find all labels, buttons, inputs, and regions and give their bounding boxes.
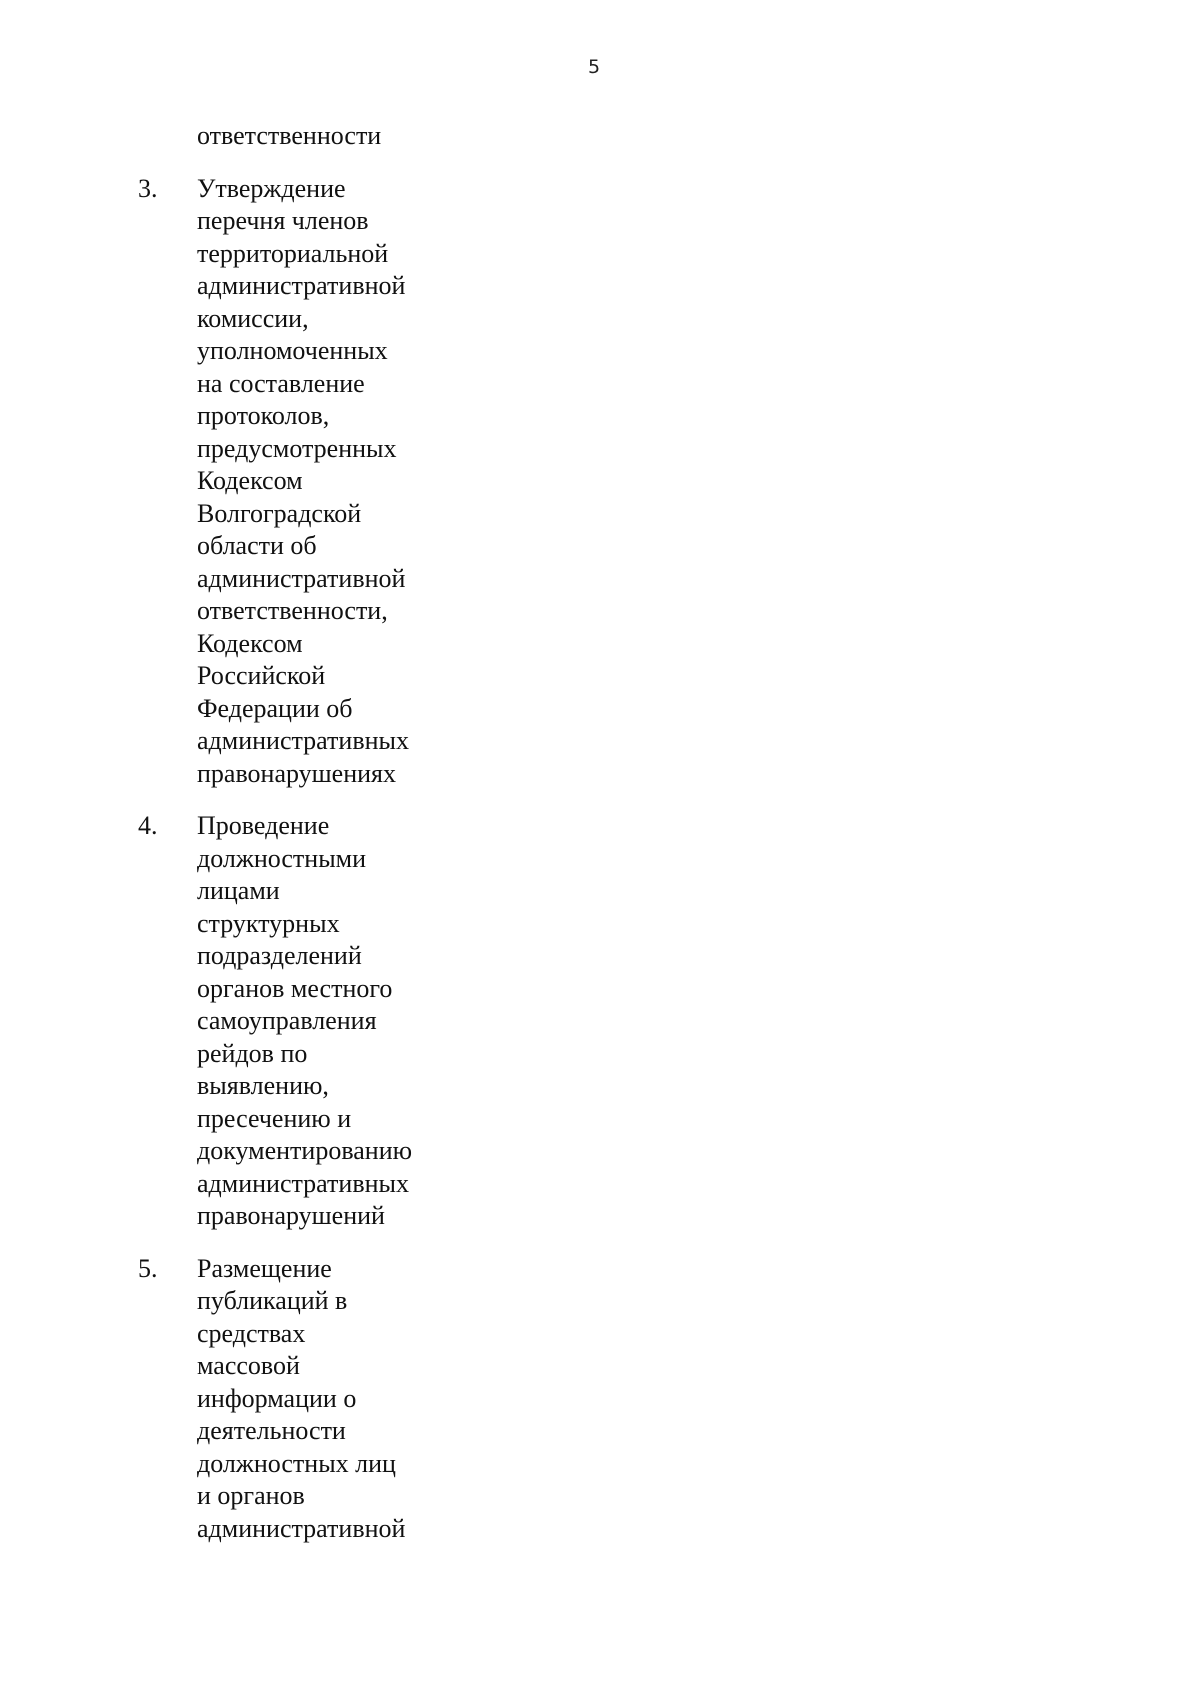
text-line: документированию: [197, 1136, 413, 1165]
text-line: комиссии,: [197, 303, 309, 333]
text-line: Российской: [197, 661, 326, 690]
text-line: предусмотренных: [197, 433, 397, 463]
text-line: Размещение: [197, 1253, 332, 1283]
item-number: 3.: [138, 173, 158, 203]
text-line: ответственности,: [197, 596, 388, 625]
text-line: уполномоченных: [197, 336, 388, 365]
item-text: [197, 1253, 457, 1546]
text-line: перечня членов: [197, 206, 369, 235]
text-line: должностными: [197, 843, 367, 873]
text-line: деятельности: [197, 1416, 346, 1445]
text-line: структурных: [197, 908, 340, 938]
text-line: выявлению,: [197, 1071, 329, 1100]
text-line: административной: [197, 1513, 406, 1543]
list-item-4: [0, 810, 1200, 1233]
item-number: 5.: [138, 1253, 158, 1283]
document-list: [0, 120, 1200, 1565]
text-line: самоуправления: [197, 1006, 377, 1035]
item-text: [197, 173, 457, 791]
text-line: ответственности: [197, 121, 382, 150]
text-line: правонарушениях: [197, 758, 397, 788]
text-line: Федерации об: [197, 693, 353, 723]
text-line: Волгоградской: [197, 498, 362, 528]
text-line: и органов: [197, 1481, 305, 1510]
text-line: протоколов,: [197, 401, 330, 430]
text-line: должностных лиц: [197, 1448, 396, 1478]
text-line: Кодексом: [197, 466, 303, 495]
text-line: Кодексом: [197, 628, 303, 658]
text-line: информации о: [197, 1383, 357, 1413]
text-line: Утверждение: [197, 173, 346, 203]
text-line: органов местного: [197, 973, 393, 1003]
text-line: правонарушений: [197, 1201, 385, 1230]
text-line: административной: [197, 563, 406, 593]
text-line: административных: [197, 726, 409, 755]
item-text: [197, 810, 457, 1233]
text-line: на составление: [197, 368, 365, 398]
text-line: административных: [197, 1168, 409, 1198]
text-line: Проведение: [197, 811, 330, 840]
text-line: подразделений: [197, 941, 362, 970]
list-item-5: [0, 1253, 1200, 1546]
list-item-3: [0, 173, 1200, 791]
text-line: области об: [197, 531, 317, 560]
continuation-text: [197, 120, 1200, 153]
text-line: административной: [197, 271, 406, 300]
text-line: пресечению и: [197, 1103, 352, 1133]
text-line: публикаций в: [197, 1286, 348, 1315]
text-line: средствах: [197, 1318, 306, 1348]
page-number: 5: [588, 56, 601, 78]
text-line: лицами: [197, 876, 280, 905]
text-line: территориальной: [197, 238, 389, 268]
item-number: 4.: [138, 811, 158, 840]
text-line: рейдов по: [197, 1038, 308, 1068]
text-line: массовой: [197, 1351, 300, 1380]
